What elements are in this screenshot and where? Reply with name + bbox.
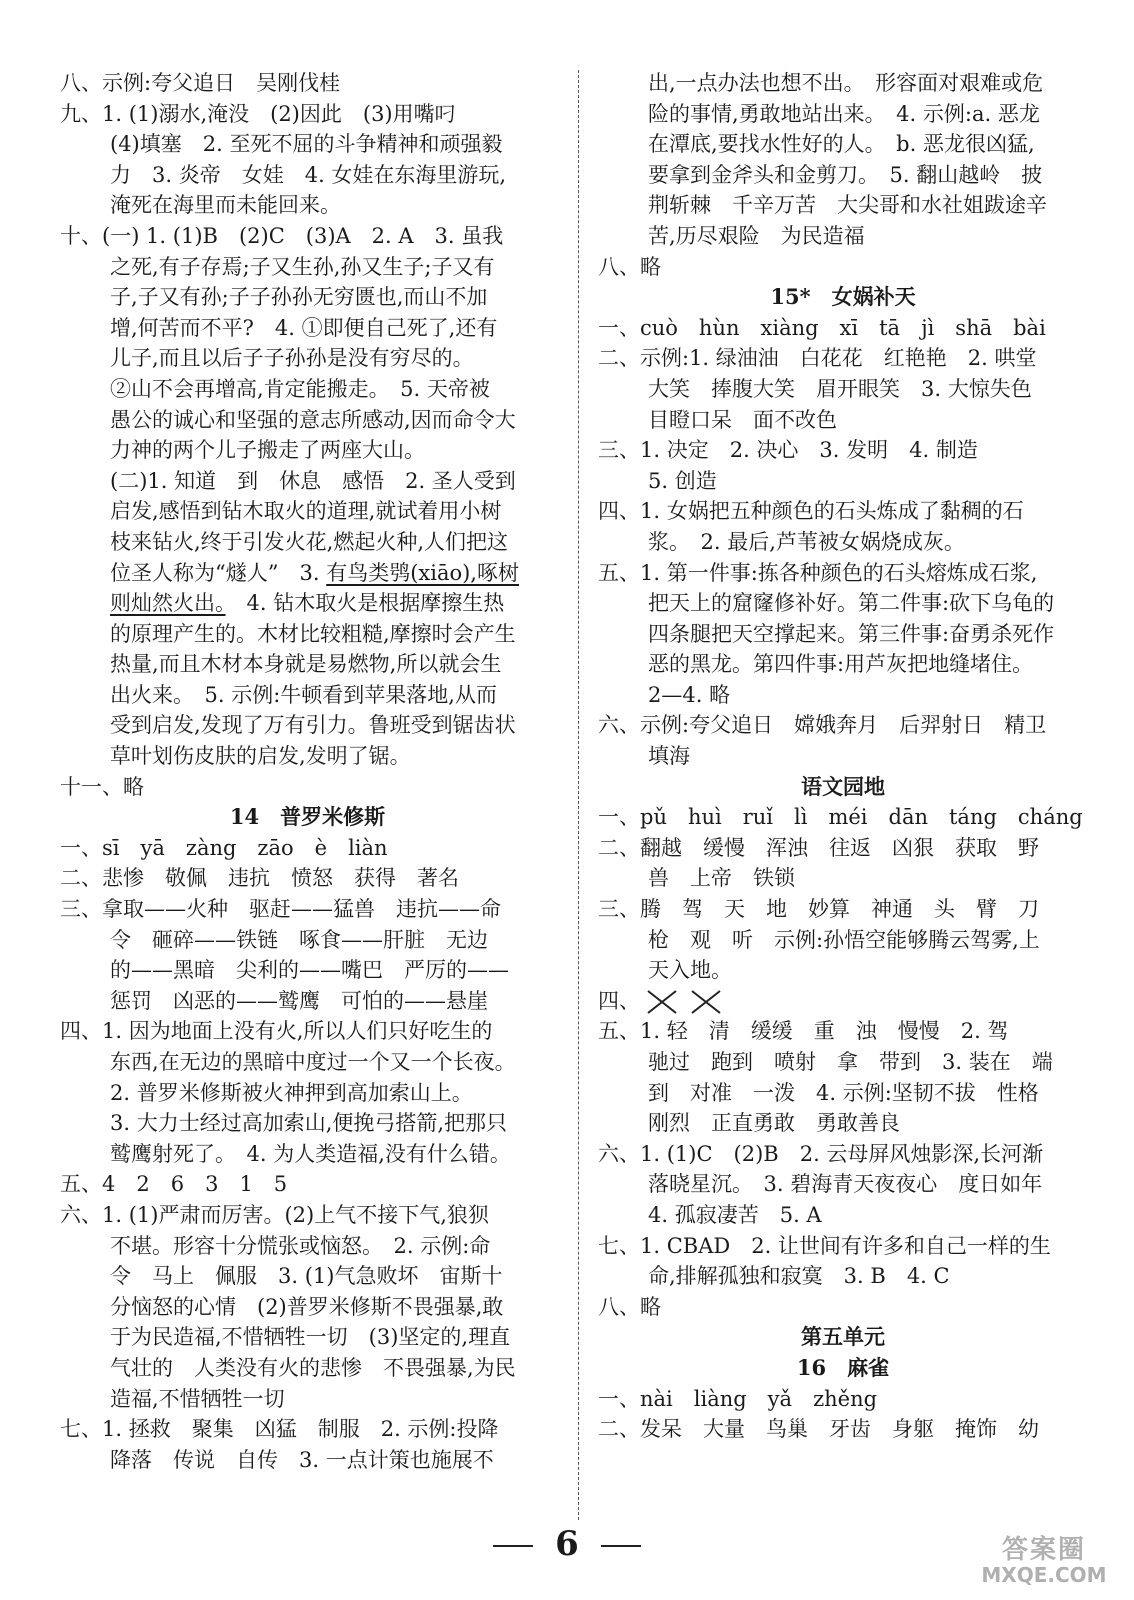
left-line	[60, 313, 555, 344]
right-line	[598, 1353, 1088, 1384]
line-text: 四、1. 女娲把五种颜色的石头炼成了黏稠的石	[598, 499, 1024, 524]
left-line	[60, 1047, 555, 1078]
line-text: 三、拿取——火种 驱赶——猛兽 违抗——命	[60, 897, 501, 922]
right-line	[598, 129, 1088, 160]
right-line	[598, 1139, 1088, 1170]
left-line	[60, 527, 555, 558]
line-text: 填海	[648, 744, 690, 769]
line-text: 四、1. 因为地面上没有火,所以人们只好吃生的	[60, 1019, 493, 1044]
line-text-mid: 3.	[278, 560, 327, 585]
left-line	[60, 466, 555, 497]
line-text: 二、翻越 缓慢 浑浊 往返 凶狠 获取 野	[598, 835, 1039, 860]
line-text: 五、1. 轻 清 缓缓 重 浊 慢慢 2. 驾	[598, 1019, 1009, 1044]
cross-mark-icon	[684, 989, 728, 1015]
right-line	[598, 1292, 1088, 1323]
line-text: 受到启发,发现了万有引力。鲁班受到锯齿状	[110, 713, 516, 738]
line-text: 到 对准 一泼 4. 示例:坚韧不拔 性格	[648, 1080, 1039, 1105]
line-text: 目瞪口呆 面不改色	[648, 407, 837, 432]
left-line	[60, 435, 555, 466]
left-line	[60, 374, 555, 405]
line-text: 启发,感悟到钻木取火的道理,就试着用小树	[110, 499, 502, 524]
left-line	[60, 282, 555, 313]
left-line	[60, 925, 555, 956]
line-text: 一、pǔ huì ruǐ lì méi dān táng cháng	[598, 805, 1083, 830]
right-line	[598, 1169, 1088, 1200]
column-divider	[578, 70, 579, 1520]
line-text: 八、略	[598, 1294, 661, 1319]
footer-dash-left	[493, 1545, 533, 1547]
line-text: 落晓星沉。 3. 碧海青天夜夜心 度日如年	[648, 1172, 1043, 1197]
line-text: 3. 大力士经过高加索山,便挽弓搭箭,把那只	[110, 1111, 508, 1136]
line-text: 令 砸碎——铁链 啄食——肝脏 无边	[110, 927, 488, 952]
line-text: 热量,而且木材本身就是易燃物,所以就会生	[110, 652, 502, 677]
line-text: 14 普罗米修斯	[229, 804, 386, 830]
right-line	[598, 190, 1088, 221]
right-line	[598, 496, 1088, 527]
right-line	[598, 160, 1088, 191]
line-text: 十、(一) 1. (1)B (2)C (3)A 2. A 3. 虽我	[60, 223, 504, 248]
right-column	[598, 68, 1088, 1445]
line-text: 一、sī yā zàng zāo è liàn	[60, 835, 388, 860]
line-text: 15* 女娲补天	[770, 284, 916, 310]
right-line	[598, 1200, 1088, 1231]
left-line	[60, 741, 555, 772]
right-line	[598, 925, 1088, 956]
right-line	[598, 1414, 1088, 1445]
right-line	[598, 527, 1088, 558]
right-line	[598, 374, 1088, 405]
line-text: 兽 上帝 铁锁	[648, 866, 795, 891]
left-line	[60, 496, 555, 527]
line-text: 5. 创造	[648, 468, 717, 493]
line-text: 出火来。 5. 示例:牛顿看到苹果落地,从而	[110, 682, 497, 707]
left-line	[60, 649, 555, 680]
left-column	[60, 68, 555, 1475]
line-text: 16 麻雀	[796, 1354, 890, 1380]
line-text: 七、1. 拯救 聚集 凶猛 制服 2. 示例:投降	[60, 1417, 499, 1442]
line-text: 驰过 跑到 喷射 拿 带到 3. 装在 端	[648, 1050, 1053, 1074]
right-line	[598, 435, 1088, 466]
right-line	[598, 466, 1088, 497]
right-line	[598, 955, 1088, 986]
line-text: 草叶划伤皮肤的启发,发明了锯。	[110, 744, 411, 769]
left-line	[60, 955, 555, 986]
line-text: 的原理产生的。木材比较粗糙,摩擦时会产生	[110, 621, 516, 646]
left-line	[60, 772, 555, 803]
line-text: 浆。 2. 最后,芦苇被女娲烧成灰。	[648, 529, 965, 554]
line-text: 儿子,而且以后子子孙孙是没有穷尽的。	[110, 346, 474, 371]
right-line	[598, 1261, 1088, 1292]
right-line	[598, 710, 1088, 741]
line-text: 命,排解孤独和寂寞 3. B 4. C	[648, 1264, 950, 1289]
right-line	[598, 1384, 1088, 1415]
line-text: 子,子又有孙;子子孙孙无穷匮也,而山不加	[110, 285, 488, 310]
left-line	[60, 129, 555, 160]
line-text: 三、腾 驾 天 地 妙算 神通 头 臂 刀	[598, 897, 1039, 922]
line-text: 枝来钻火,终于引发火花,燃起火种,人们把这	[110, 529, 509, 554]
line-text: 二、示例:1. 绿油油 白花花 红艳艳 2. 哄堂	[598, 346, 1037, 371]
right-line	[598, 1108, 1088, 1139]
right-line	[598, 558, 1088, 589]
right-line	[598, 741, 1088, 772]
line-text: 力 3. 炎帝 女娃 4. 女娃在东海里游玩,	[110, 162, 507, 187]
line-text: 苦,历尽艰险 为民造福	[648, 223, 865, 248]
line-text: 淹死在海里而未能回来。	[110, 193, 341, 218]
line-text: 东西,在无边的黑暗中度过一个又一个长夜。	[110, 1050, 516, 1074]
line-text: 六、1. (1)C (2)B 2. 云母屏风烛影深,长河渐	[598, 1141, 1044, 1166]
left-line	[60, 1078, 555, 1109]
right-line	[598, 680, 1088, 711]
right-line	[598, 588, 1088, 619]
left-line	[60, 1200, 555, 1231]
right-line	[598, 986, 1088, 1017]
left-line	[60, 1414, 555, 1445]
line-text: 天入地。	[648, 958, 732, 983]
line-text: 大笑 捧腹大笑 眉开眼笑 3. 大惊失色	[648, 376, 1032, 401]
left-line	[60, 802, 555, 833]
line-text: 第五单元	[801, 1324, 885, 1350]
line-text: 于为民造福,不惜牺牲一切 (3)坚定的,理直	[110, 1325, 511, 1350]
line-text: 出,一点办法也想不出。 形容面对艰难或危	[648, 71, 1044, 95]
right-line	[598, 221, 1088, 252]
left-line	[60, 1353, 555, 1384]
line-text: 2—4. 略	[648, 682, 731, 707]
right-line	[598, 894, 1088, 925]
left-line	[60, 160, 555, 191]
right-line	[598, 1047, 1088, 1078]
watermark-top: 答案圈	[1001, 1535, 1086, 1565]
left-line	[60, 1292, 555, 1323]
right-line	[598, 313, 1088, 344]
line-text: 造福,不惜牺牲一切	[110, 1386, 285, 1411]
left-line	[60, 1169, 555, 1200]
left-line	[60, 863, 555, 894]
line-text: (二)1. 知道 到 休息 感悟 2. 圣人受到	[110, 468, 516, 493]
line-text: 鹫鹰射死了。 4. 为人类造福,没有什么错。	[110, 1141, 511, 1166]
right-line	[598, 772, 1088, 803]
left-line	[60, 221, 555, 252]
footer-dash-right	[601, 1545, 641, 1547]
underlined-text: 有鸟类鸮(xiāo),啄树	[326, 560, 519, 585]
left-line	[60, 190, 555, 221]
left-line	[60, 1231, 555, 1262]
line-text: 之死,有子存焉;子又生孙,孙又生子;子又有	[110, 254, 495, 279]
line-text: 险的事情,勇敢地站出来。 4. 示例:a. 恶龙	[648, 101, 1040, 126]
left-line	[60, 405, 555, 436]
left-line	[60, 343, 555, 374]
left-line	[60, 1108, 555, 1139]
right-line	[598, 68, 1088, 99]
left-line	[60, 1016, 555, 1047]
line-text: 二、发呆 大量 鸟巢 牙齿 身躯 掩饰 幼	[598, 1417, 1039, 1442]
right-line	[598, 863, 1088, 894]
line-text: 一、nài liàng yǎ zhěng	[598, 1386, 878, 1411]
left-line	[60, 1322, 555, 1353]
line-text: 八、略	[598, 254, 661, 279]
line-text: ②山不会再增高,肯定能搬走。 5. 天帝被	[110, 376, 490, 401]
left-line	[60, 99, 555, 130]
line-text: (4)填塞 2. 至死不屈的斗争精神和顽强毅	[110, 132, 503, 157]
line-text-tail: 4. 钻木取火是根据摩擦生热	[225, 591, 505, 616]
right-line	[598, 252, 1088, 283]
line-text: 令 马上 佩服 3. (1)气急败坏 宙斯十	[110, 1264, 503, 1289]
page-number: 6	[555, 1524, 579, 1564]
line-text: 三、1. 决定 2. 决心 3. 发明 4. 制造	[598, 438, 978, 463]
left-line	[60, 1445, 555, 1476]
watermark-bottom: MXQE.COM	[981, 1563, 1107, 1587]
line-text: 愚公的诚心和坚强的意志所感动,因而命令大	[110, 407, 516, 432]
line-text: 十一、略	[60, 774, 144, 799]
line-text: 荆斩棘 千辛万苦 大尖哥和水社姐跋途辛	[648, 193, 1047, 218]
left-line	[60, 1261, 555, 1292]
watermark-logo	[974, 1536, 1114, 1590]
line-text: 枪 观 听 示例:孙悟空能够腾云驾雾,上	[648, 927, 1040, 952]
right-line	[598, 282, 1088, 313]
line-text: 四、	[598, 988, 640, 1013]
line-text: 恶的黑龙。第四件事:用芦灰把地缝堵住。	[648, 652, 1034, 677]
line-text: 八、示例:夸父追日 吴刚伐桂	[60, 71, 341, 95]
line-text: 在潭底,要找水性好的人。 b. 恶龙很凶猛,	[648, 132, 1035, 157]
line-text: 降落 传说 自传 3. 一点计策也施展不	[110, 1447, 494, 1472]
line-text: 增,何苦而不平? 4. ①即便自己死了,还有	[110, 315, 498, 340]
left-line	[60, 558, 555, 589]
left-line	[60, 1384, 555, 1415]
line-text: 的——黑暗 尖利的——嘴巴 严厉的——	[110, 958, 509, 983]
cross-mark-icon	[640, 989, 684, 1015]
line-text: 九、1. (1)溺水,淹没 (2)因此 (3)用嘴叼	[60, 101, 456, 126]
line-text: 六、示例:夸父追日 嫦娥奔月 后羿射日 精卫	[598, 713, 1047, 738]
line-text: 四条腿把天空撑起来。第三件事:奋勇杀死作	[648, 621, 1055, 646]
line-text: 把天上的窟窿修补好。第二件事:砍下乌龟的	[648, 591, 1055, 616]
line-text: 2. 普罗米修斯被火神押到高加索山上。	[110, 1080, 473, 1105]
left-line	[60, 588, 555, 619]
right-line	[598, 619, 1088, 650]
left-line	[60, 619, 555, 650]
right-line	[598, 405, 1088, 436]
line-text: 位圣人称为“燧人”	[110, 560, 279, 585]
line-text: 4. 孤寂凄苦 5. A	[648, 1202, 822, 1227]
left-line	[60, 1139, 555, 1170]
line-text: 二、悲惨 敬佩 违抗 愤怒 获得 著名	[60, 866, 459, 891]
right-line	[598, 802, 1088, 833]
line-text: 语文园地	[801, 773, 885, 799]
line-text: 六、1. (1)严肃而厉害。(2)上气不接下气,狼狈	[60, 1202, 489, 1227]
left-line	[60, 710, 555, 741]
line-text: 七、1. CBAD 2. 让世间有许多和自己一样的生	[598, 1233, 1051, 1258]
line-text: 要拿到金斧头和金剪刀。 5. 翻山越岭 披	[648, 162, 1043, 187]
right-line	[598, 343, 1088, 374]
line-text: 不堪。形容十分慌张或恼怒。 2. 示例:命	[110, 1233, 491, 1258]
right-line	[598, 1231, 1088, 1262]
left-line	[60, 252, 555, 283]
line-text: 一、cuò hùn xiàng xī tā jì shā bài	[598, 315, 1046, 340]
line-text: 五、1. 第一件事:拣各种颜色的石头熔炼成石浆,	[598, 560, 1038, 585]
right-line	[598, 1078, 1088, 1109]
line-text: 力神的两个儿子搬走了两座大山。	[110, 438, 425, 463]
left-line	[60, 68, 555, 99]
left-line	[60, 833, 555, 864]
line-text: 五、4 2 6 3 1 5	[60, 1172, 288, 1197]
right-line	[598, 649, 1088, 680]
right-line	[598, 1322, 1088, 1353]
right-line	[598, 1016, 1088, 1047]
left-line	[60, 986, 555, 1017]
left-line	[60, 680, 555, 711]
line-text: 分恼怒的心情 (2)普罗米修斯不畏强暴,敢	[110, 1294, 504, 1319]
left-line	[60, 894, 555, 925]
line-text: 刚烈 正直勇敢 勇敢善良	[648, 1111, 900, 1136]
line-text: 惩罚 凶恶的——鹫鹰 可怕的——悬崖	[110, 988, 488, 1013]
line-text: 则灿然火出。	[110, 591, 226, 616]
right-line	[598, 833, 1088, 864]
page-footer	[0, 1524, 1134, 1564]
right-line	[598, 99, 1088, 130]
line-text: 气壮的 人类没有火的悲惨 不畏强暴,为民	[110, 1355, 516, 1380]
